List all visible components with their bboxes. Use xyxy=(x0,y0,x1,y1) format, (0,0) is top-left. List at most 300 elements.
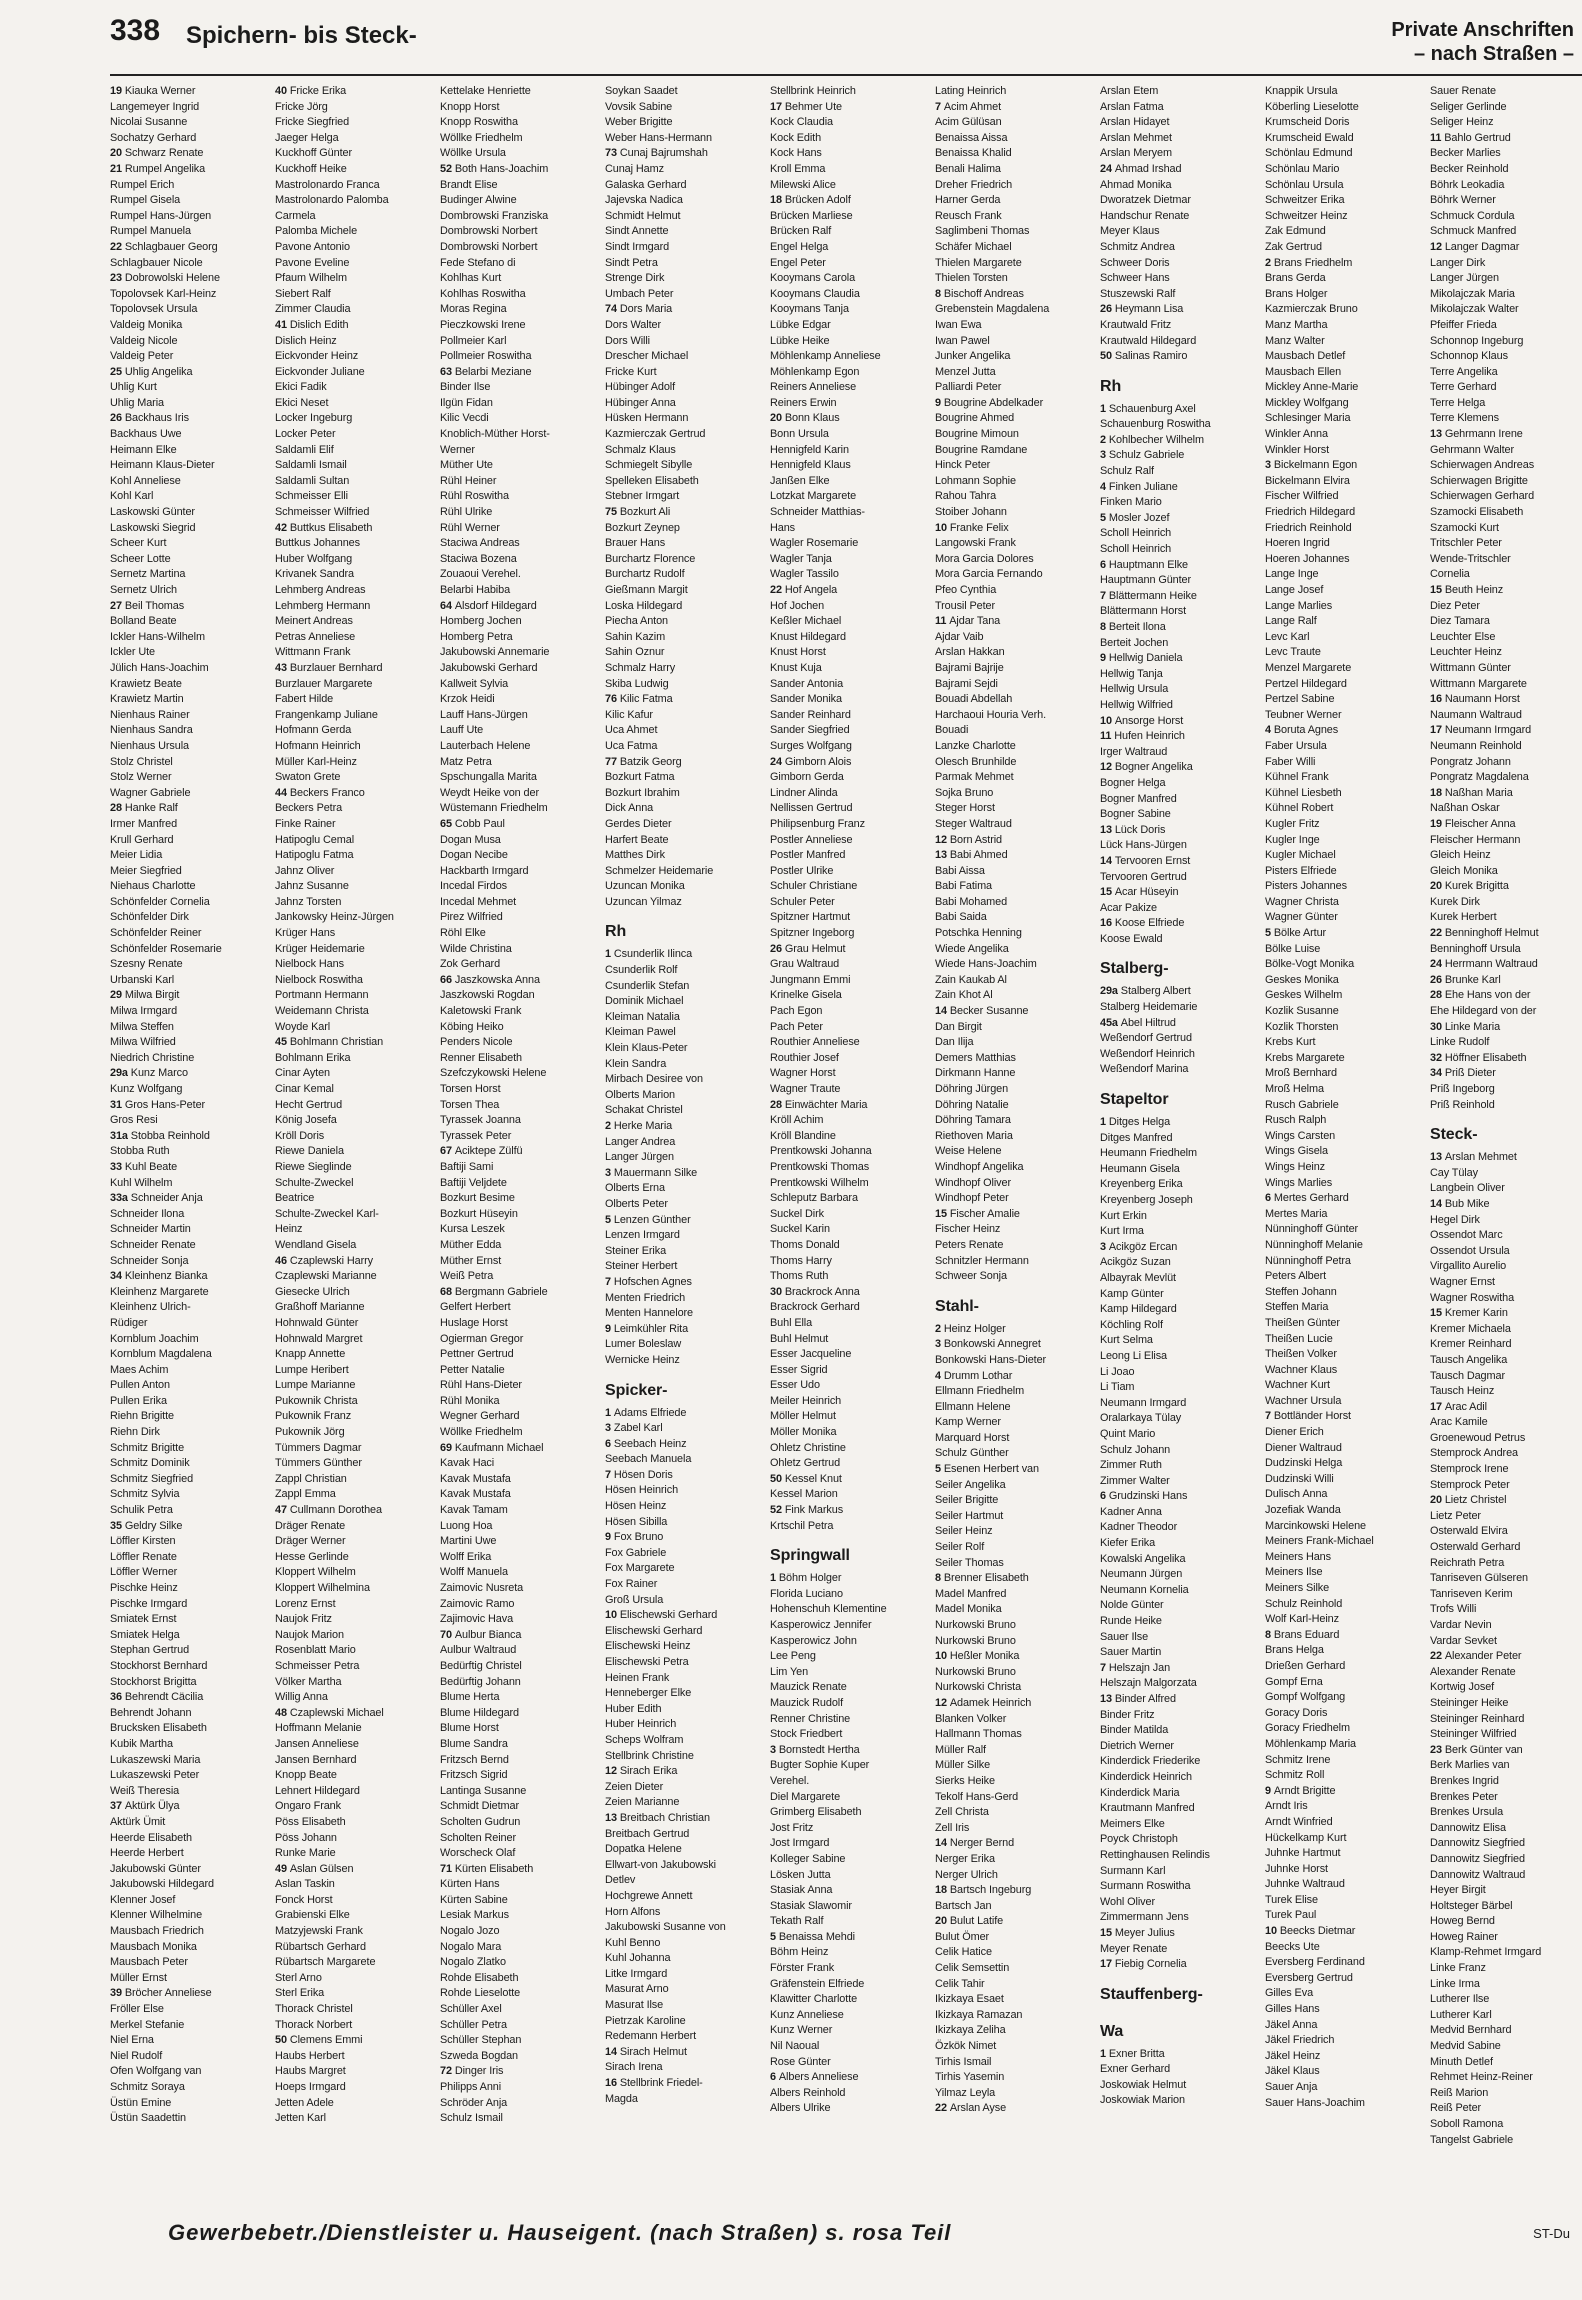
directory-entry: Windhopf Angelika xyxy=(935,1160,1024,1173)
directory-entry: Niel Erna xyxy=(110,2034,154,2047)
directory-entry: 9 Bougrine Abdelkader xyxy=(935,396,1044,409)
directory-entry: Kozlik Susanne xyxy=(1265,1005,1339,1018)
directory-entry: Tausch Heinz xyxy=(1430,1385,1495,1398)
directory-entry: Wagler Tassilo xyxy=(770,568,839,581)
directory-entry: Joskowiak Helmut xyxy=(1100,2078,1187,2091)
directory-entry: Scholl Heinrich xyxy=(1100,527,1172,540)
directory-entry: Reiners Anneliese xyxy=(770,381,857,394)
directory-entry: Tanriseven Kerim xyxy=(1430,1587,1513,1600)
directory-entry: Kolleger Sabine xyxy=(770,1852,846,1865)
directory-entry: Heimann Elke xyxy=(110,443,177,456)
directory-entry: Köchling Rolf xyxy=(1100,1318,1163,1331)
directory-entry: Pisters Johannes xyxy=(1265,880,1347,893)
directory-entry: Kavak Tamam xyxy=(440,1504,508,1517)
directory-entry: Langer Jürgen xyxy=(605,1151,674,1164)
directory-entry: Meiler Heinrich xyxy=(770,1394,842,1407)
directory-entry: Rose Günter xyxy=(770,2055,831,2068)
directory-entry: Dulisch Anna xyxy=(1265,1488,1328,1501)
directory-entry: Schnitzler Hermann xyxy=(935,1254,1029,1267)
directory-entry: Binder Matilda xyxy=(1100,1724,1169,1737)
house-number: 2 xyxy=(605,1120,614,1132)
directory-entry: Esser Udo xyxy=(770,1379,820,1392)
directory-entry: Vardar Sevket xyxy=(1430,1634,1497,1647)
house-number: 77 xyxy=(605,755,620,768)
directory-entry: Wagler Tanja xyxy=(770,552,832,565)
directory-entry: Schierwagen Gerhard xyxy=(1430,490,1535,503)
directory-entry: Mora Garcia Dolores xyxy=(935,552,1034,565)
directory-entry: Reiß Peter xyxy=(1430,2102,1482,2115)
directory-entry: Meyer Klaus xyxy=(1100,225,1160,238)
directory-entry: Pach Peter xyxy=(770,1020,823,1033)
directory-entry: Thorack Norbert xyxy=(275,2018,353,2031)
directory-entry: Rumpel Gisela xyxy=(110,194,181,207)
directory-entry: Saglimbeni Thomas xyxy=(935,225,1030,238)
directory-entry: Nünninghoff Petra xyxy=(1265,1254,1351,1267)
directory-entry: Zak Gertrud xyxy=(1265,240,1323,253)
directory-entry: Scholl Heinrich xyxy=(1100,543,1172,556)
directory-entry: 4 Boruta Agnes xyxy=(1265,724,1339,737)
directory-entry: Lating Heinrich xyxy=(935,85,1007,97)
directory-entry: Jakubowski Günter xyxy=(110,1862,201,1875)
house-number: 14 xyxy=(605,2045,620,2058)
directory-entry: Kamp Hildegard xyxy=(1100,1303,1177,1316)
directory-entry: Dannowitz Siegfried xyxy=(1430,1837,1525,1850)
directory-entry: Jäkel Anna xyxy=(1265,2018,1318,2031)
directory-entry: 75 Bozkurt Ali xyxy=(605,506,671,519)
directory-entry: Böhrk Werner xyxy=(1430,194,1496,207)
directory-entry: Schmuck Manfred xyxy=(1430,225,1517,238)
directory-entry: Kugler Inge xyxy=(1265,833,1320,846)
directory-entry: Marquard Horst xyxy=(935,1431,1010,1444)
directory-entry: 69 Kaufmann Michael xyxy=(440,1441,544,1454)
directory-entry: Meiners Ilse xyxy=(1265,1566,1323,1579)
directory-entry: 72 Dinger Iris xyxy=(440,2065,504,2078)
directory-entry: Mausbach Peter xyxy=(110,1956,188,1969)
directory-entry: Lietz Peter xyxy=(1430,1509,1481,1522)
directory-entry: Penders Nicole xyxy=(440,1036,513,1049)
directory-entry: Schäfer Michael xyxy=(935,240,1012,253)
directory-entry: Krumscheid Doris xyxy=(1265,116,1350,129)
directory-entry: Leuchter Else xyxy=(1430,630,1496,643)
directory-entry: Piecha Anton xyxy=(605,615,668,628)
directory-entry: Koose Ewald xyxy=(1100,932,1163,945)
directory-entry: Uca Fatma xyxy=(605,739,658,752)
house-number: 24 xyxy=(770,755,785,768)
directory-entry: Winkler Horst xyxy=(1265,443,1330,456)
directory-entry: 66 Jaszkowska Anna xyxy=(440,973,540,986)
directory-entry: Kazmierczak Gertrud xyxy=(605,428,706,441)
directory-entry: Seebach Manuela xyxy=(605,1453,692,1466)
directory-entry: Tervooren Gertrud xyxy=(1100,870,1187,883)
section-title-line2: – nach Straßen – xyxy=(1413,43,1574,65)
directory-entry: 43 Burzlauer Bernhard xyxy=(275,661,383,674)
directory-entry: 47 Cullmann Dorothea xyxy=(275,1504,382,1517)
directory-entry: Tirhis Ismail xyxy=(935,2055,992,2068)
directory-entry: Manz Martha xyxy=(1265,318,1328,331)
directory-entry: Mausbach Friedrich xyxy=(110,1925,204,1938)
directory-entry: Tümmers Dagmar xyxy=(275,1441,362,1454)
directory-entry: Irger Waltraud xyxy=(1100,745,1168,758)
house-number: 70 xyxy=(440,1628,455,1641)
directory-entry: Eickvonder Heinz xyxy=(275,350,359,363)
directory-entry: Wings Marlies xyxy=(1265,1176,1333,1189)
directory-entry: Seliger Gerlinde xyxy=(1430,100,1507,113)
directory-entry: 19 Fleischer Anna xyxy=(1430,817,1516,830)
directory-entry: Lübke Edgar xyxy=(770,318,831,331)
directory-entry: Rehmet Heinz-Reiner xyxy=(1430,2071,1533,2084)
house-number: 3 xyxy=(1265,459,1274,472)
directory-entry: 17 Fiebig Cornelia xyxy=(1100,1958,1187,1971)
house-number: 5 xyxy=(935,1463,944,1476)
directory-entry: Torsen Horst xyxy=(440,1083,501,1095)
directory-entry: Röhl Elke xyxy=(440,927,486,940)
directory-entry: Zak Edmund xyxy=(1265,225,1326,238)
house-number: 20 xyxy=(1430,880,1445,893)
directory-entry: Krawietz Beate xyxy=(110,677,182,690)
directory-entry: Terre Angelika xyxy=(1430,365,1498,378)
directory-entry: Steininger Wilfried xyxy=(1430,1728,1517,1741)
directory-entry: 3 Mauermann Silke xyxy=(605,1166,698,1179)
directory-entry: Wöllke Friedhelm xyxy=(440,131,523,144)
directory-entry: Böhm Heinz xyxy=(770,1946,829,1959)
directory-entry: 11 Hufen Heinrich xyxy=(1100,730,1185,743)
directory-entry: Lim Yen xyxy=(770,1665,809,1678)
house-number: 33 xyxy=(110,1160,125,1173)
directory-entry: 28 Einwächter Maria xyxy=(770,1098,868,1111)
directory-entry: Jakubowski Hildegard xyxy=(110,1878,214,1891)
directory-entry: Ikizkaya Esaet xyxy=(935,1993,1004,2006)
directory-entry: Wagner Horst xyxy=(770,1067,836,1080)
directory-entry: Jahnz Oliver xyxy=(275,864,335,877)
directory-entry: Kugler Michael xyxy=(1265,849,1336,862)
house-number: 31 xyxy=(110,1098,125,1111)
directory-entry: 6 Albers Anneliese xyxy=(770,2071,859,2084)
directory-entry: Tekolf Hans-Gerd xyxy=(935,1790,1019,1803)
directory-entry: Weise Helene xyxy=(935,1145,1002,1158)
directory-entry: Schmeisser Elli xyxy=(275,490,348,503)
directory-entry: Bougrine Ramdane xyxy=(935,443,1028,456)
directory-entry: Buhl Ella xyxy=(770,1316,813,1329)
directory-entry: Lauff Hans-Jürgen xyxy=(440,708,528,721)
house-number: 16 xyxy=(1100,917,1115,930)
directory-entry: Kavak Mustafa xyxy=(440,1488,511,1501)
directory-entry: 3 Schulz Gabriele xyxy=(1100,449,1185,462)
directory-entry: Postler Anneliese xyxy=(770,833,853,846)
directory-entry: Kornblum Joachim xyxy=(110,1332,199,1345)
directory-entry: 20 Bulut Latife xyxy=(935,1915,1004,1928)
directory-entry: Osterwald Gerhard xyxy=(1430,1541,1521,1554)
directory-entry: Haubs Herbert xyxy=(275,2049,345,2062)
directory-entry: Sander Monika xyxy=(770,693,842,706)
directory-entry: Weydt Heike von der xyxy=(440,786,539,799)
directory-entry: Mikolajczak Maria xyxy=(1430,287,1515,300)
directory-entry: Juhnke Hartmut xyxy=(1265,1847,1341,1860)
directory-entry: Kinderdick Maria xyxy=(1100,1786,1180,1799)
directory-entry: Goracy Doris xyxy=(1265,1706,1328,1719)
directory-entry: Kleinhenz Margarete xyxy=(110,1285,209,1298)
directory-entry: Brans Gerda xyxy=(1265,272,1326,285)
directory-entry: Köberling Lieselotte xyxy=(1265,100,1359,113)
directory-entry: Rühl Hans-Dieter xyxy=(440,1379,522,1392)
directory-entry: Acar Pakize xyxy=(1100,901,1158,914)
directory-entry: Surmann Karl xyxy=(1100,1864,1166,1877)
directory-entry: Becker Marlies xyxy=(1430,147,1501,160)
directory-entry: Cunaj Hamz xyxy=(605,162,664,175)
directory-entry: Schmidt Dietmar xyxy=(440,1800,519,1813)
directory-entry: 52 Fink Markus xyxy=(770,1504,844,1517)
directory-entry: Zaimovic Nusreta xyxy=(440,1582,524,1594)
directory-entry: Portmann Hermann xyxy=(275,989,369,1002)
directory-entry: Fox Rainer xyxy=(605,1578,658,1591)
house-number: 1 xyxy=(1100,1116,1109,1129)
directory-entry: Klein Sandra xyxy=(605,1057,667,1070)
directory-entry: Dors Willi xyxy=(605,334,650,347)
directory-entry: Laskowski Siegrid xyxy=(110,521,196,534)
directory-entry: Merkel Stefanie xyxy=(110,2018,185,2031)
street-heading: Wa xyxy=(1100,2022,1124,2040)
directory-entry: Spitzner Ingeborg xyxy=(770,927,855,940)
directory-entry: 42 Buttkus Elisabeth xyxy=(275,521,373,534)
directory-entry: Kinderdick Friederike xyxy=(1100,1755,1201,1768)
directory-entry: Hans xyxy=(770,521,796,534)
directory-entry: Scheer Kurt xyxy=(110,537,167,550)
directory-entry: Esser Sigrid xyxy=(770,1363,828,1376)
directory-entry: Kurek Dirk xyxy=(1430,895,1480,908)
directory-entry: Sirach Irena xyxy=(605,2061,663,2074)
directory-entry: Arndt Iris xyxy=(1265,1800,1308,1813)
directory-entry: Benaissa Khalid xyxy=(935,147,1012,160)
directory-entry: Schierwagen Andreas xyxy=(1430,459,1535,472)
directory-entry: Turek Elise xyxy=(1265,1893,1318,1906)
house-number: 63 xyxy=(440,365,455,378)
header-rule xyxy=(110,74,1582,76)
directory-entry: Schonnop Klaus xyxy=(1430,350,1508,363)
directory-entry: Krautmann Manfred xyxy=(1100,1802,1195,1815)
directory-entry: Dan Birgit xyxy=(935,1020,982,1033)
directory-entry: Sernetz Martina xyxy=(110,568,186,581)
directory-entry: Reiß Marion xyxy=(1430,2086,1489,2099)
directory-entry: Harchaoui Houria Verh. xyxy=(935,708,1047,721)
directory-entry: Jahnz Torsten xyxy=(275,895,342,908)
directory-entry: 11 Ajdar Tana xyxy=(935,615,1001,628)
directory-entry: Kremer Michaela xyxy=(1430,1322,1511,1335)
directory-entry: Lesiak Markus xyxy=(440,1909,509,1922)
directory-entry: Meiners Frank-Michael xyxy=(1265,1535,1374,1548)
directory-entry: Binder Ilse xyxy=(440,381,491,394)
house-number: 7 xyxy=(1265,1410,1274,1423)
directory-entry: Mausbach Detlef xyxy=(1265,350,1346,363)
directory-entry: Kühnel Robert xyxy=(1265,802,1334,815)
directory-entry: 17 Neumann Irmgard xyxy=(1430,724,1532,737)
directory-entry: Wagler Rosemarie xyxy=(770,537,859,550)
house-number: 72 xyxy=(440,2065,455,2078)
directory-entry: Juhnke Waltraud xyxy=(1265,1878,1345,1891)
directory-entry: Schmitz Siegfried xyxy=(110,1472,194,1485)
directory-entry: Dudzinski Helga xyxy=(1265,1457,1343,1470)
directory-entry: Schmeisser Wilfried xyxy=(275,506,370,519)
directory-entry: Lutherer Ilse xyxy=(1430,1993,1490,2006)
directory-entry: Jülich Hans-Joachim xyxy=(110,661,209,674)
directory-entry: Knoblich-Müther Horst- xyxy=(440,428,550,441)
directory-entry: Gompf Erna xyxy=(1265,1675,1323,1688)
house-number: 40 xyxy=(275,85,290,97)
directory-entry: Jaeger Helga xyxy=(275,131,339,144)
directory-entry: Riewe Sieglinde xyxy=(275,1160,352,1173)
directory-entry: Schulte-Zweckel Karl- xyxy=(275,1207,379,1220)
directory-entry: Masurat Ilse xyxy=(605,1999,664,2012)
directory-entry: Elischewski Gerhard xyxy=(605,1624,703,1637)
directory-entry: 52 Both Hans-Joachim xyxy=(440,162,549,175)
directory-entry: Wittmann Frank xyxy=(275,646,351,659)
directory-entry: Langbein Oliver xyxy=(1430,1182,1505,1195)
house-number: 6 xyxy=(1100,1490,1109,1503)
directory-entry: Olberts Marion xyxy=(605,1088,676,1101)
house-number: 14 xyxy=(935,1837,950,1850)
house-number: 3 xyxy=(770,1743,779,1756)
directory-entry: 8 Berteit Ilona xyxy=(1100,621,1166,633)
directory-entry: Wagner Günter xyxy=(1265,911,1338,924)
directory-entry: Budinger Alwine xyxy=(440,194,517,207)
house-number: 6 xyxy=(605,1437,614,1450)
directory-entry: Jäkel Heinz xyxy=(1265,2049,1321,2062)
directory-entry: 9 Leimkühler Rita xyxy=(605,1322,689,1335)
directory-entry: Holtsteger Bärbel xyxy=(1430,1899,1513,1912)
directory-entry: Kloppert Wilhelmina xyxy=(275,1582,370,1594)
directory-entry: Ossendot Marc xyxy=(1430,1229,1503,1242)
directory-entry: Schulik Petra xyxy=(110,1504,173,1517)
directory-entry: Priß Ingeborg xyxy=(1430,1083,1495,1095)
directory-entry: Meiners Silke xyxy=(1265,1582,1330,1594)
directory-entry: Kleiman Natalia xyxy=(605,1010,680,1023)
directory-entry: Hennigfeld Klaus xyxy=(770,459,851,472)
house-number: 26 xyxy=(770,942,785,955)
directory-entry: Lübke Heike xyxy=(770,334,830,347)
directory-entry: Nellissen Gertrud xyxy=(770,802,853,815)
house-number: 17 xyxy=(1100,1958,1115,1971)
directory-entry: Behrendt Johann xyxy=(110,1706,192,1719)
directory-entry: 14 Tervooren Ernst xyxy=(1100,854,1191,867)
directory-entry: 12 Sirach Erika xyxy=(605,1765,678,1778)
directory-entry: Csunderlik Stefan xyxy=(605,979,690,992)
directory-entry: Hallmann Thomas xyxy=(935,1728,1022,1741)
directory-entry: 22 Benninghoff Helmut xyxy=(1430,927,1539,940)
house-number: 8 xyxy=(935,287,944,300)
directory-entry: Wagner Gabriele xyxy=(110,786,191,799)
house-number: 13 xyxy=(1430,1151,1445,1164)
directory-entry: 29a Stalberg Albert xyxy=(1100,985,1191,998)
directory-entry: Homberg Jochen xyxy=(440,615,522,628)
directory-entry: Yilmaz Leyla xyxy=(935,2086,996,2099)
directory-entry: Tyrassek Joanna xyxy=(440,1114,521,1127)
directory-entry: Klein Klaus-Peter xyxy=(605,1042,688,1055)
directory-entry: Rahou Tahra xyxy=(935,490,997,503)
house-number: 42 xyxy=(275,521,290,534)
directory-entry: Bickelmann Elvira xyxy=(1265,474,1350,487)
directory-entry: Brans Holger xyxy=(1265,287,1328,300)
page-footer xyxy=(0,2220,1582,2260)
directory-entry: Nogalo Jozo xyxy=(440,1925,500,1938)
directory-entry: Heerde Elisabeth xyxy=(110,1831,192,1844)
directory-entry: Sauer Anja xyxy=(1265,2081,1318,2093)
directory-entry: Krivanek Sandra xyxy=(275,568,355,581)
directory-entry: Schmitz Andrea xyxy=(1100,240,1175,253)
directory-entry: Bozkurt Zeynep xyxy=(605,521,680,534)
directory-entry: Kasperowicz Jennifer xyxy=(770,1619,872,1631)
directory-entry: 31 Gros Hans-Peter xyxy=(110,1098,206,1111)
directory-entry: Blume Horst xyxy=(440,1722,499,1735)
directory-entry: 21 Rumpel Angelika xyxy=(110,162,206,175)
directory-entry: Torsen Thea xyxy=(440,1098,500,1111)
directory-entry: Pavone Antonio xyxy=(275,240,350,253)
house-number: 20 xyxy=(770,412,785,425)
directory-entry: Szamocki Elisabeth xyxy=(1430,506,1524,519)
house-number: 33a xyxy=(110,1192,131,1205)
directory-entry: Brücken Marliese xyxy=(770,209,853,222)
directory-entry: Magda xyxy=(605,2092,638,2105)
directory-entry: Wittmann Günter xyxy=(1430,661,1511,674)
directory-entry: Seiler Heinz xyxy=(935,1525,993,1538)
directory-entry: 16 Stellbrink Friedel- xyxy=(605,2077,703,2090)
page-number: 338 xyxy=(110,14,161,47)
directory-entry: Seiler Rolf xyxy=(935,1541,985,1554)
house-number: 7 xyxy=(605,1468,614,1481)
directory-entry: Seiler Brigitte xyxy=(935,1494,999,1507)
directory-entry: Böhrk Leokadia xyxy=(1430,178,1505,191)
directory-entry: Ellwart-von Jakubowski xyxy=(605,1858,716,1871)
directory-entry: Hohenschuh Klementine xyxy=(770,1603,887,1616)
footer-code: ST-Du xyxy=(1533,2226,1570,2241)
house-number: 5 xyxy=(770,1930,779,1943)
house-number: 24 xyxy=(1430,958,1445,971)
directory-entry: 7 Acim Ahmet xyxy=(935,100,1001,113)
directory-entry: 68 Bergmann Gabriele xyxy=(440,1285,548,1298)
directory-entry: Schweer Doris xyxy=(1100,256,1170,269)
directory-entry: Berk Marlies van xyxy=(1430,1759,1510,1772)
directory-entry: Meiners Hans xyxy=(1265,1550,1331,1563)
directory-entry: Sindt Irmgard xyxy=(605,240,670,253)
directory-entry: Müther Ernst xyxy=(440,1254,502,1267)
directory-entry: Schmalz Klaus xyxy=(605,443,676,456)
directory-entry: Ickler Hans-Wilhelm xyxy=(110,630,205,643)
house-number: 15 xyxy=(1100,1926,1115,1939)
directory-entry: Thorack Christel xyxy=(275,2003,353,2016)
directory-entry: Fricke Jörg xyxy=(275,100,328,113)
directory-entry: Fischer Wilfried xyxy=(1265,490,1339,503)
directory-entry: Grabienski Elke xyxy=(275,1909,350,1922)
directory-entry: Wittmann Margarete xyxy=(1430,677,1527,690)
directory-entry: Helszajn Malgorzata xyxy=(1100,1677,1197,1690)
directory-entry: Kreyenberg Joseph xyxy=(1100,1194,1193,1206)
house-number: 3 xyxy=(935,1338,944,1351)
directory-entry: 7 Hofschen Agnes xyxy=(605,1275,692,1288)
directory-entry: Kröll Blandine xyxy=(770,1129,836,1142)
directory-entry: Hegel Dirk xyxy=(1430,1213,1480,1226)
directory-entry: 25 Uhlig Angelika xyxy=(110,365,193,378)
directory-entry: Lehmberg Hermann xyxy=(275,599,371,612)
directory-entry: Brandt Elise xyxy=(440,178,498,191)
directory-entry: Kasperowicz John xyxy=(770,1634,857,1647)
directory-entry: Siebert Ralf xyxy=(275,287,331,300)
directory-entry: Naujok Fritz xyxy=(275,1613,332,1626)
directory-entry: Quint Mario xyxy=(1100,1427,1156,1440)
directory-entry: Kessel Marion xyxy=(770,1488,838,1501)
directory-entry: Reusch Frank xyxy=(935,209,1002,222)
directory-entry: Lanzke Charlotte xyxy=(935,739,1016,752)
directory-entry: Galaska Gerhard xyxy=(605,178,687,191)
directory-entry: Lange Josef xyxy=(1265,584,1324,596)
directory-entry: 32 Höffner Elisabeth xyxy=(1430,1051,1527,1064)
directory-entry: Döhring Natalie xyxy=(935,1098,1009,1111)
